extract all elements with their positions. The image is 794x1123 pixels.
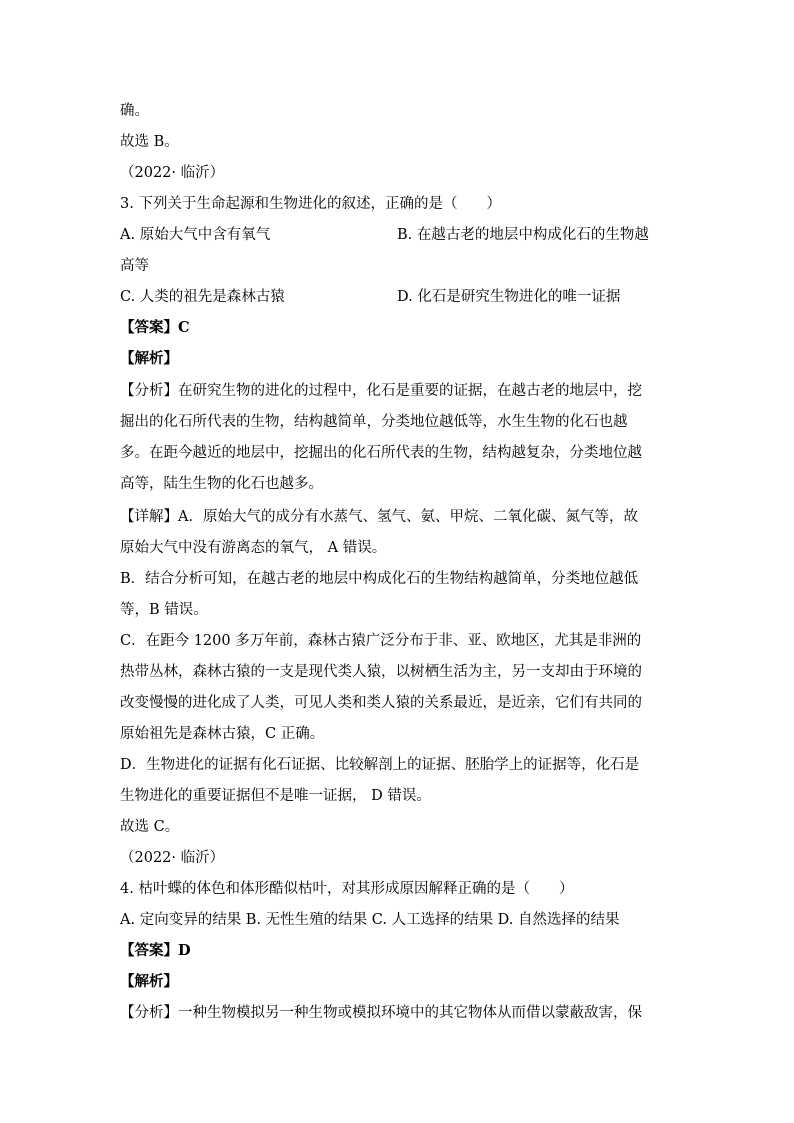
answer-label: 【答案】D (120, 942, 191, 959)
source-label: （2022· 临沂） (120, 850, 225, 866)
question-4-options: A. 定向变异的结果 B. 无性生殖的结果 C. 人工选择的结果 D. 自然选择的结果 (120, 912, 620, 928)
option-b-continued: 高等 (120, 258, 149, 274)
answer-label: 【答案】C (120, 319, 190, 336)
text-line: 故选 B。 (120, 134, 179, 150)
option-d: D. 化石是研究生物进化的唯一证据 (397, 289, 621, 305)
option-c: C. 人类的祖先是森林古猿 (120, 289, 285, 305)
question-3-stem: 3. 下列关于生命起源和生物进化的叙述，正确的是（ ） (120, 196, 501, 212)
detail-line: 【详解】A．原始大气的成分有水蒸气、氢气、氨、甲烷、二氧化碳、氮气等，故 (120, 509, 638, 525)
analysis-line: 多。在距今越近的地层中，挖掘出的化石所代表的生物，结构越复杂，分类地位越 (120, 445, 642, 461)
text-line: 故选 C。 (120, 819, 180, 835)
detail-line: C．在距今 1200 多万年前，森林古猿广泛分布于非、亚、欧地区，尤其是非洲的 (120, 633, 642, 649)
question-4-stem: 4. 枯叶蝶的体色和体形酷似枯叶，对其形成原因解释正确的是（ ） (120, 881, 574, 897)
detail-line: 等，B 错误。 (120, 602, 208, 618)
analysis-heading: 【解析】 (120, 973, 178, 990)
analysis-line: 掘出的化石所代表的生物，结构越简单，分类地位越低等，水生生物的化石也越 (120, 414, 628, 430)
analysis-line: 【分析】在研究生物的进化的过程中，化石是重要的证据，在越古老的地层中，挖 (120, 383, 642, 399)
option-a: A. 原始大气中含有氧气 (120, 227, 271, 243)
detail-line: 热带丛林，森林古猿的一支是现代类人猿，以树栖生活为主，另一支却由于环境的 (120, 664, 642, 680)
option-b: B. 在越古老的地层中构成化石的生物越 (397, 227, 649, 243)
analysis-line: 【分析】一种生物模拟另一种生物或模拟环境中的其它物体从而借以蒙蔽敌害，保 (120, 1005, 642, 1021)
detail-line: 改变慢慢的进化成了人类，可见人类和类人猿的关系最近，是近亲，它们有共同的 (120, 695, 642, 711)
analysis-heading: 【解析】 (120, 350, 178, 367)
detail-line: 生物进化的重要证据但不是唯一证据， D 错误。 (120, 788, 431, 804)
detail-line: D．生物进化的证据有化石证据、比较解剖上的证据、胚胎学上的证据等，化石是 (120, 757, 640, 773)
detail-line: B．结合分析可知，在越古老的地层中构成化石的生物结构越简单，分类地位越低 (120, 571, 639, 587)
text-line: 确。 (120, 103, 149, 119)
detail-line: 原始祖先是森林古猿，C 正确。 (120, 726, 325, 742)
source-label: （2022· 临沂） (120, 165, 225, 181)
detail-line: 原始大气中没有游离态的氧气， A 错误。 (120, 540, 387, 556)
analysis-line: 高等，陆生生物的化石也越多。 (120, 476, 323, 492)
